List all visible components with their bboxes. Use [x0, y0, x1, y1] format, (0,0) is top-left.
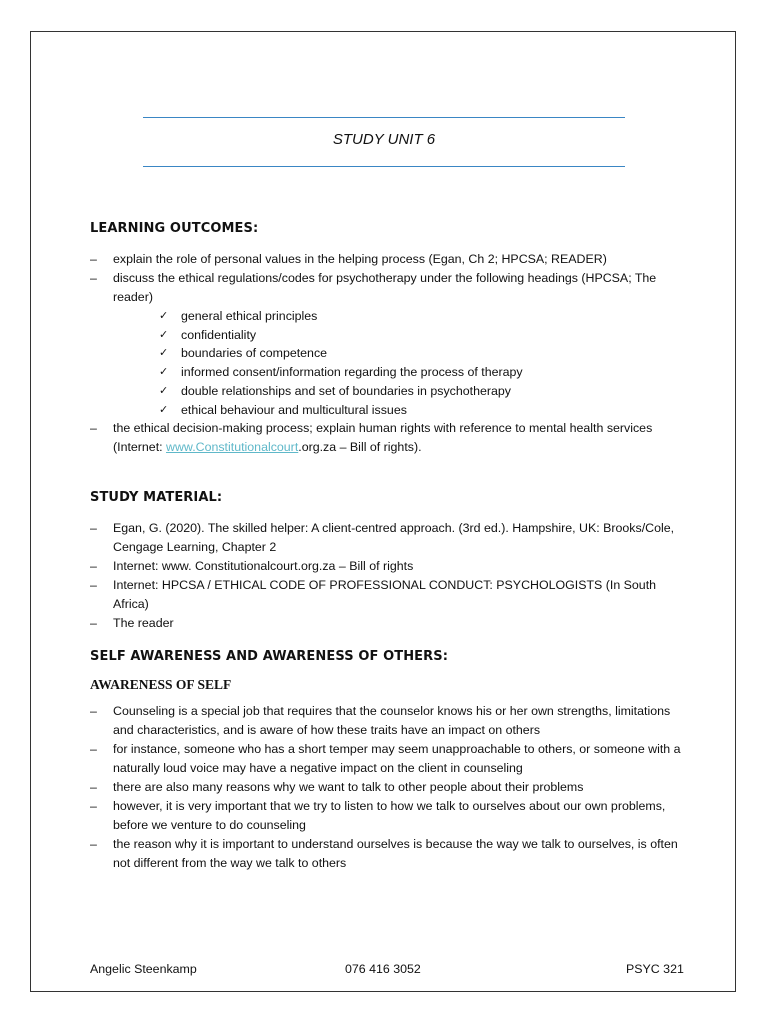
checkmark-icon: ✓	[159, 346, 169, 360]
list-item: ✓ boundaries of competence	[159, 344, 690, 363]
ethical-headings-list	[113, 307, 690, 419]
title-rule-top	[143, 117, 625, 118]
list-item: – Egan, G. (2020). The skilled helper: A client-centred approach. (3rd ed.). Hampshire, UK: Brooks/Cole, Cengage Learning, Chapter 2	[90, 519, 690, 557]
learning-outcomes-section	[90, 221, 690, 457]
list-item: – for instance, someone who has a short temper may seem unapproachable to others, or someone with a naturally loud voice may have a negative impact on the client in counseling	[90, 740, 690, 778]
list-item: – Internet: HPCSA / ETHICAL CODE OF PROFESSIONAL CONDUCT: PSYCHOLOGISTS (In South Africa)	[90, 576, 690, 614]
list-item: ✓ confidentiality	[159, 326, 690, 345]
list-item: – explain the role of personal values in the helping process (Egan, Ch 2; HPCSA; READER)	[90, 250, 690, 269]
awareness-of-self-subheading: AWARENESS OF SELF	[90, 677, 232, 692]
title-rule-bottom	[143, 166, 625, 167]
list-item: ✓ double relationships and set of boundaries in psychotherapy	[159, 382, 690, 401]
list-item: – there are also many reasons why we want to talk to other people about their problems	[90, 778, 690, 797]
study-material-list	[90, 519, 690, 633]
page-title: STUDY UNIT 6	[332, 131, 436, 148]
list-item: – however, it is very important that we try to listen to how we talk to ourselves about our own problems, before we venture to do counseling	[90, 797, 690, 835]
checkmark-icon: ✓	[159, 365, 169, 379]
study-material-heading: STUDY MATERIAL:	[90, 490, 223, 505]
list-item: ✓ informed consent/information regarding the process of therapy	[159, 363, 690, 382]
study-material-section	[90, 490, 690, 633]
learning-outcomes-heading: LEARNING OUTCOMES:	[90, 221, 259, 236]
checkmark-icon: ✓	[159, 383, 169, 397]
list-item: – the ethical decision-making process; explain human rights with reference to mental health services (Internet: www.Constitutionalcourt.org.za – Bill of rights).	[90, 419, 690, 457]
list-item: – Counseling is a special job that requires that the counselor knows his or her own strengths, limitations and characteristics, and is aware of how these traits have an impact on others	[90, 702, 690, 740]
list-item: ✓ ethical behaviour and multicultural issues	[159, 401, 690, 420]
checkmark-icon: ✓	[159, 327, 169, 341]
checkmark-icon: ✓	[159, 402, 169, 416]
footer-author: Angelic Steenkamp	[90, 962, 197, 976]
checkmark-icon: ✓	[159, 309, 169, 322]
footer-phone: 076 416 3052	[345, 962, 421, 976]
list-item: ✓ general ethical principles	[159, 307, 690, 326]
self-awareness-heading: SELF AWARENESS AND AWARENESS OF OTHERS:	[90, 649, 449, 664]
self-awareness-section	[90, 649, 690, 873]
footer-course: PSYC 321	[626, 962, 684, 976]
list-item: – discuss the ethical regulations/codes for psychotherapy under the following headings (HPCSA; The reader) ✓ general ethical principles ✓ confidentiality ✓ boundaries of competence ✓ informed consent/information regarding the process of therapy ✓ double relationships and set of boundaries in psychotherapy ✓ ethical behaviour and multicultural issues	[90, 269, 690, 419]
list-item: – Internet: www. Constitutionalcourt.org.za – Bill of rights	[90, 557, 690, 576]
awareness-of-self-list	[90, 702, 690, 873]
constitutional-court-link[interactable]: www.Constitutionalcourt	[166, 440, 299, 455]
learning-outcomes-list	[90, 250, 690, 457]
list-item: – the reason why it is important to understand ourselves is because the way we talk to ourselves, is often not different from the way we talk to others	[90, 835, 690, 873]
list-item: – The reader	[90, 614, 690, 633]
